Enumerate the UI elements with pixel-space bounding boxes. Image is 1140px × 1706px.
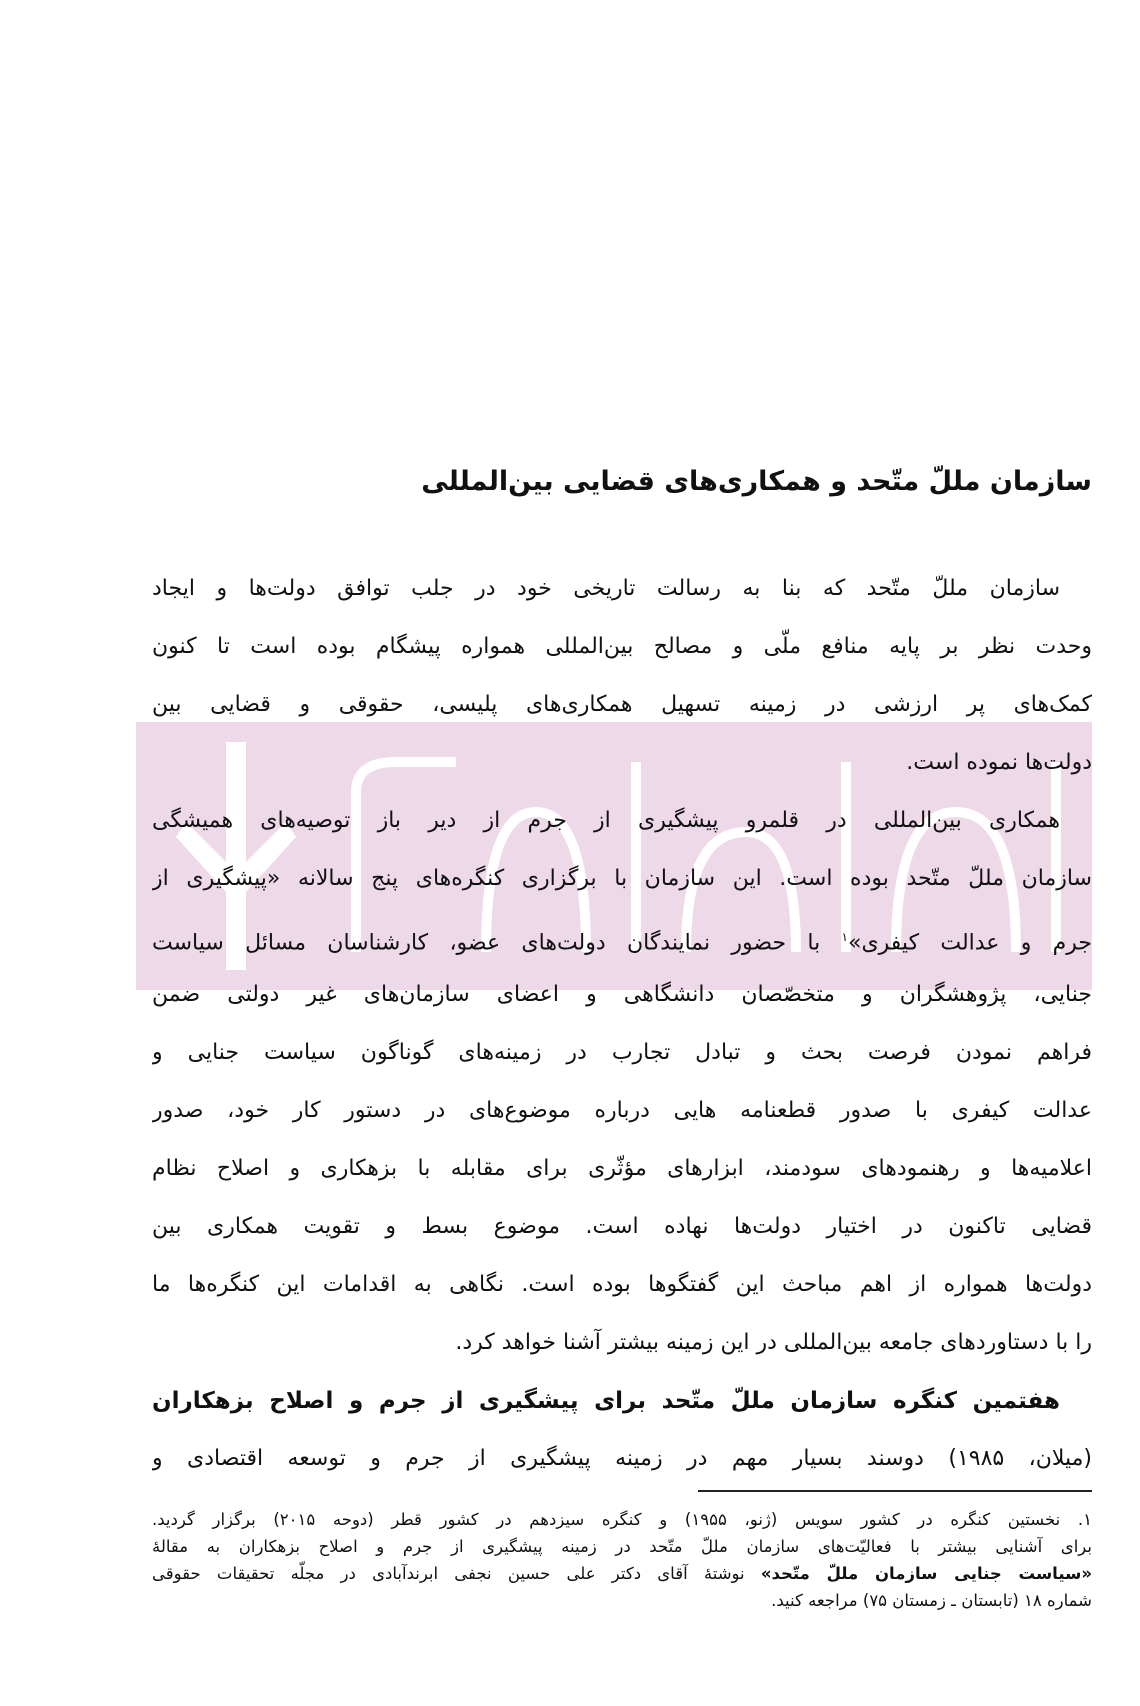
- paragraph-line: قضایی تاکنون در اختیار دولت‌ها نهاده است. موضوع بسط و تقویت همکاری بین: [152, 1214, 1092, 1239]
- subheading: هفتمین کنگره سازمان مللّ متّحد برای پیشگیری از جرم و اصلاح بزهکاران: [152, 1388, 1060, 1414]
- paragraph-line: همکاری بین‌المللی در قلمرو پیشگیری از جرم از دیر باز توصیه‌های همیشگی: [152, 808, 1060, 833]
- footnote-line: برای آشنایی بیشتر با فعالیّت‌های سازمان مللّ متّحد در زمینه پیشگیری از جرم و اصلاح بزهکاران به مقالهٔ: [152, 1537, 1092, 1556]
- footnote-line: [152, 1560, 1092, 1587]
- paragraph-line: دولت‌ها نموده است.: [906, 750, 1092, 775]
- paragraph-line: را با دستاوردهای جامعه بین‌المللی در این زمینه بیشتر آشنا خواهد کرد.: [455, 1330, 1092, 1355]
- paragraph-line: جنایی، پژوهشگران و متخصّصان دانشگاهی و اعضای سازمان‌های غیر دولتی ضمن: [152, 982, 1092, 1007]
- paragraph-line: [152, 908, 1092, 966]
- paragraph-line: سازمان مللّ متّحد بوده است. این سازمان با برگزاری کنگره‌های پنج سالانه «پیشگیری از: [152, 866, 1092, 891]
- paragraph-line: وحدت نظر بر پایه منافع ملّی و مصالح بین‌المللی همواره پیشگام بوده است تا کنون: [152, 634, 1092, 659]
- paragraph-line: دولت‌ها همواره از اهم مباحث این گفتگوها بوده است. نگاهی به اقدامات این کنگره‌ها ما: [152, 1272, 1092, 1297]
- paragraph-line: سازمان مللّ متّحد که بنا به رسالت تاریخی خود در جلب توافق دولت‌ها و ایجاد: [152, 576, 1060, 601]
- paragraph-line: کمک‌های پر ارزشی در زمینه تسهیل همکاری‌های پلیسی، حقوقی و قضایی بین: [152, 692, 1092, 717]
- paragraph-line: عدالت کیفری با صدور قطعنامه هایی درباره موضوع‌های در دستور کار خود، صدور: [152, 1098, 1092, 1123]
- paragraph-line: اعلامیه‌ها و رهنمودهای سودمند، ابزارهای مؤثّری برای مقابله با بزهکاری و اصلاح نظام: [152, 1156, 1092, 1181]
- footnote-reference[interactable]: ۱: [841, 930, 848, 944]
- paragraph-line: فراهم نمودن فرصت بحث و تبادل تجارب در زمینه‌های گوناگون سیاست جنایی و: [152, 1040, 1092, 1065]
- footnote-line: شماره ۱۸ (تابستان ـ زمستان ۷۵) مراجعه کنید.: [771, 1591, 1092, 1610]
- body-text: [152, 560, 1092, 1488]
- text-fragment: با حضور نمایندگان دولت‌های عضو، کارشناسان مسائل سیاست: [152, 930, 821, 956]
- footnote-line: ۱. نخستین کنگره در کشور سویس (ژنو، ۱۹۵۵) و کنگره سیزدهم در کشور قطر (دوحه ۲۰۱۵) برگزار گردید.: [152, 1510, 1092, 1529]
- article-title: «سیاست جنایی سازمان مللّ متّحد»: [760, 1564, 1092, 1583]
- paragraph-line: (میلان، ۱۹۸۵) دوسند بسیار مهم در زمینه پیشگیری از جرم و توسعه اقتصادی و: [152, 1446, 1092, 1471]
- section-heading: سازمان مللّ متّحد و همکاری‌های قضایی بین‌المللی: [421, 466, 1092, 497]
- text-fragment: نوشتهٔ آقای دکتر علی حسین نجفی ابرندآبادی در مجلّه تحقیقات حقوقی: [152, 1564, 745, 1583]
- text-fragment: جرم و عدالت کیفری»: [847, 930, 1092, 956]
- footnote-separator: [698, 1490, 1092, 1492]
- footnotes: [152, 1506, 1092, 1614]
